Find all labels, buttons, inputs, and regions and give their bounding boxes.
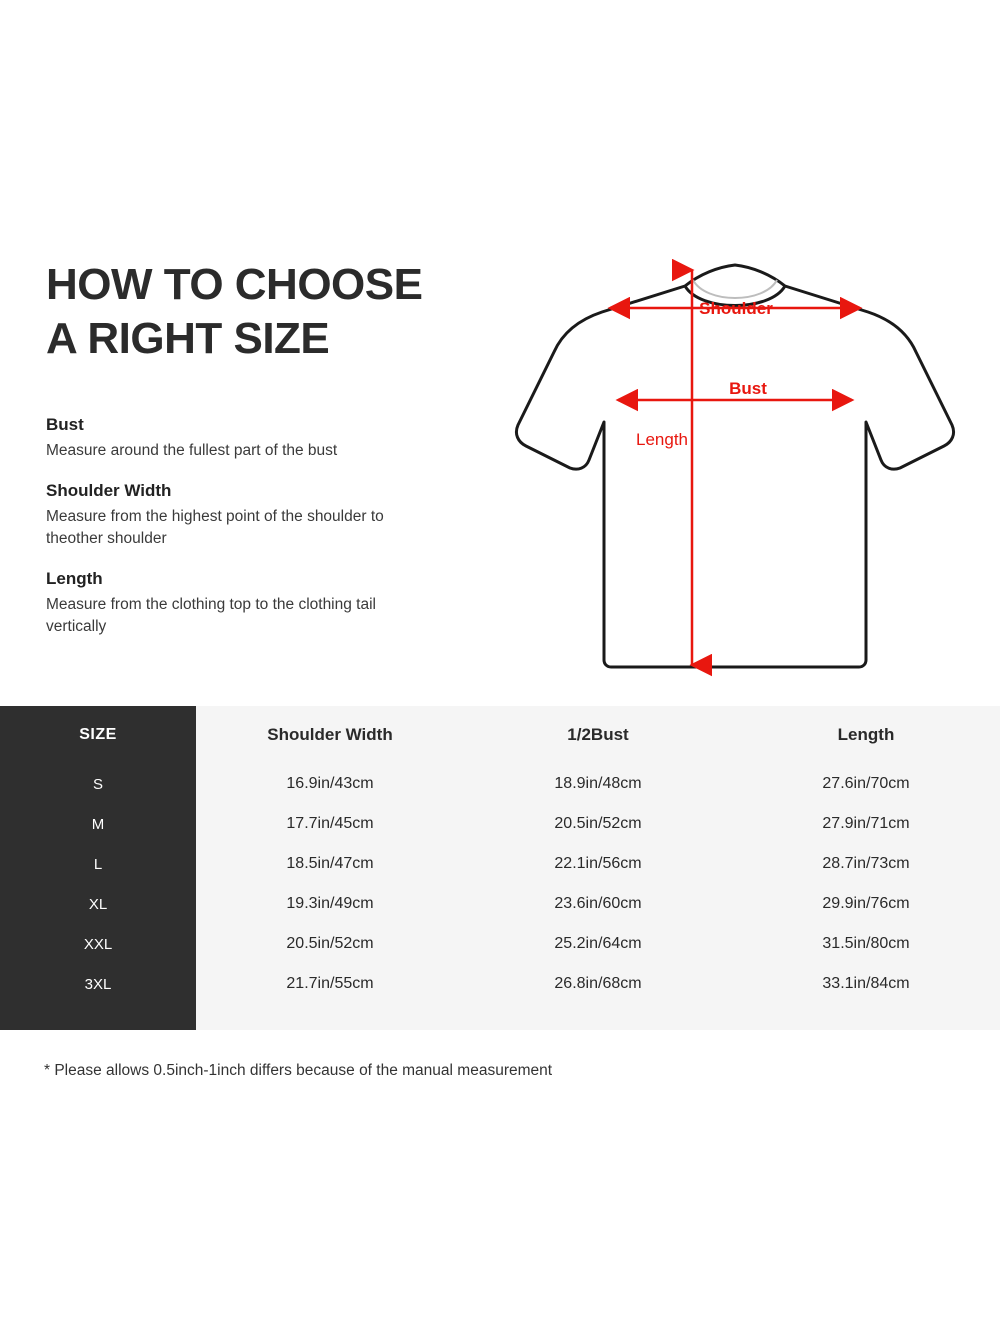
cell-length: 33.1in/84cm: [822, 975, 910, 992]
definition-bust-term: Bust: [46, 415, 84, 434]
definition-shoulder-width: [46, 478, 506, 550]
measurement-footnote: * Please allows 0.5inch-1inch differs because of the manual measurement: [44, 1062, 553, 1079]
cell-bust: 25.2in/64cm: [554, 935, 642, 952]
cell-shoulder: 21.7in/55cm: [286, 975, 374, 992]
header-length: Length: [837, 725, 895, 744]
table-header-row: [0, 706, 1000, 764]
cell-size: L: [93, 855, 103, 873]
cell-size: XL: [88, 895, 108, 913]
cell-shoulder: 18.5in/47cm: [286, 855, 374, 872]
definition-length-desc: Measure from the clothing top to the clothing tail vertically: [46, 596, 376, 635]
definition-shoulder-width-desc: Measure from the highest point of the shoulder to theother shoulder: [46, 508, 384, 547]
definition-bust-desc: Measure around the fullest part of the bust: [46, 442, 338, 459]
definition-length-term: Length: [46, 569, 103, 588]
table-row: [0, 964, 1000, 1004]
page-title-line-2: A RIGHT SIZE: [46, 314, 330, 363]
definition-bust: [46, 412, 506, 462]
cell-length: 29.9in/76cm: [822, 895, 910, 912]
table-row: [0, 924, 1000, 964]
cell-bust: 23.6in/60cm: [554, 895, 642, 912]
definition-length: [46, 566, 506, 638]
cell-length: 27.9in/71cm: [822, 815, 910, 832]
table-row: [0, 844, 1000, 884]
cell-bust: 26.8in/68cm: [554, 975, 642, 992]
length-label: Length: [636, 430, 688, 449]
cell-length: 27.6in/70cm: [822, 775, 910, 792]
tshirt-outline: [516, 265, 953, 667]
bust-label: Bust: [729, 379, 767, 398]
cell-size: S: [92, 775, 103, 793]
cell-bust: 22.1in/56cm: [554, 855, 642, 872]
cell-size: M: [91, 815, 105, 833]
tshirt-diagram: [500, 240, 970, 690]
measurement-definitions: [46, 412, 506, 654]
cell-bust: 20.5in/52cm: [554, 815, 642, 832]
cell-length: 31.5in/80cm: [822, 935, 910, 952]
table-row: [0, 764, 1000, 804]
cell-shoulder: 20.5in/52cm: [286, 935, 374, 952]
header-half-bust: 1/2Bust: [567, 725, 629, 744]
cell-size: XXL: [83, 935, 113, 953]
cell-shoulder: 19.3in/49cm: [286, 895, 374, 912]
cell-size: 3XL: [84, 975, 112, 993]
cell-length: 28.7in/73cm: [822, 855, 910, 872]
table-row: [0, 804, 1000, 844]
header-shoulder-width: Shoulder Width: [267, 725, 393, 744]
page-title: [46, 258, 516, 366]
cell-shoulder: 16.9in/43cm: [286, 775, 374, 792]
size-table: [0, 706, 1000, 1004]
page-title-line-1: HOW TO CHOOSE: [46, 260, 423, 309]
size-table-section: [0, 706, 1000, 1030]
table-row: [0, 884, 1000, 924]
shoulder-label: Shoulder: [699, 299, 773, 318]
cell-shoulder: 17.7in/45cm: [286, 815, 374, 832]
definition-shoulder-width-term: Shoulder Width: [46, 481, 172, 500]
cell-bust: 18.9in/48cm: [554, 775, 642, 792]
header-size: SIZE: [79, 726, 117, 743]
